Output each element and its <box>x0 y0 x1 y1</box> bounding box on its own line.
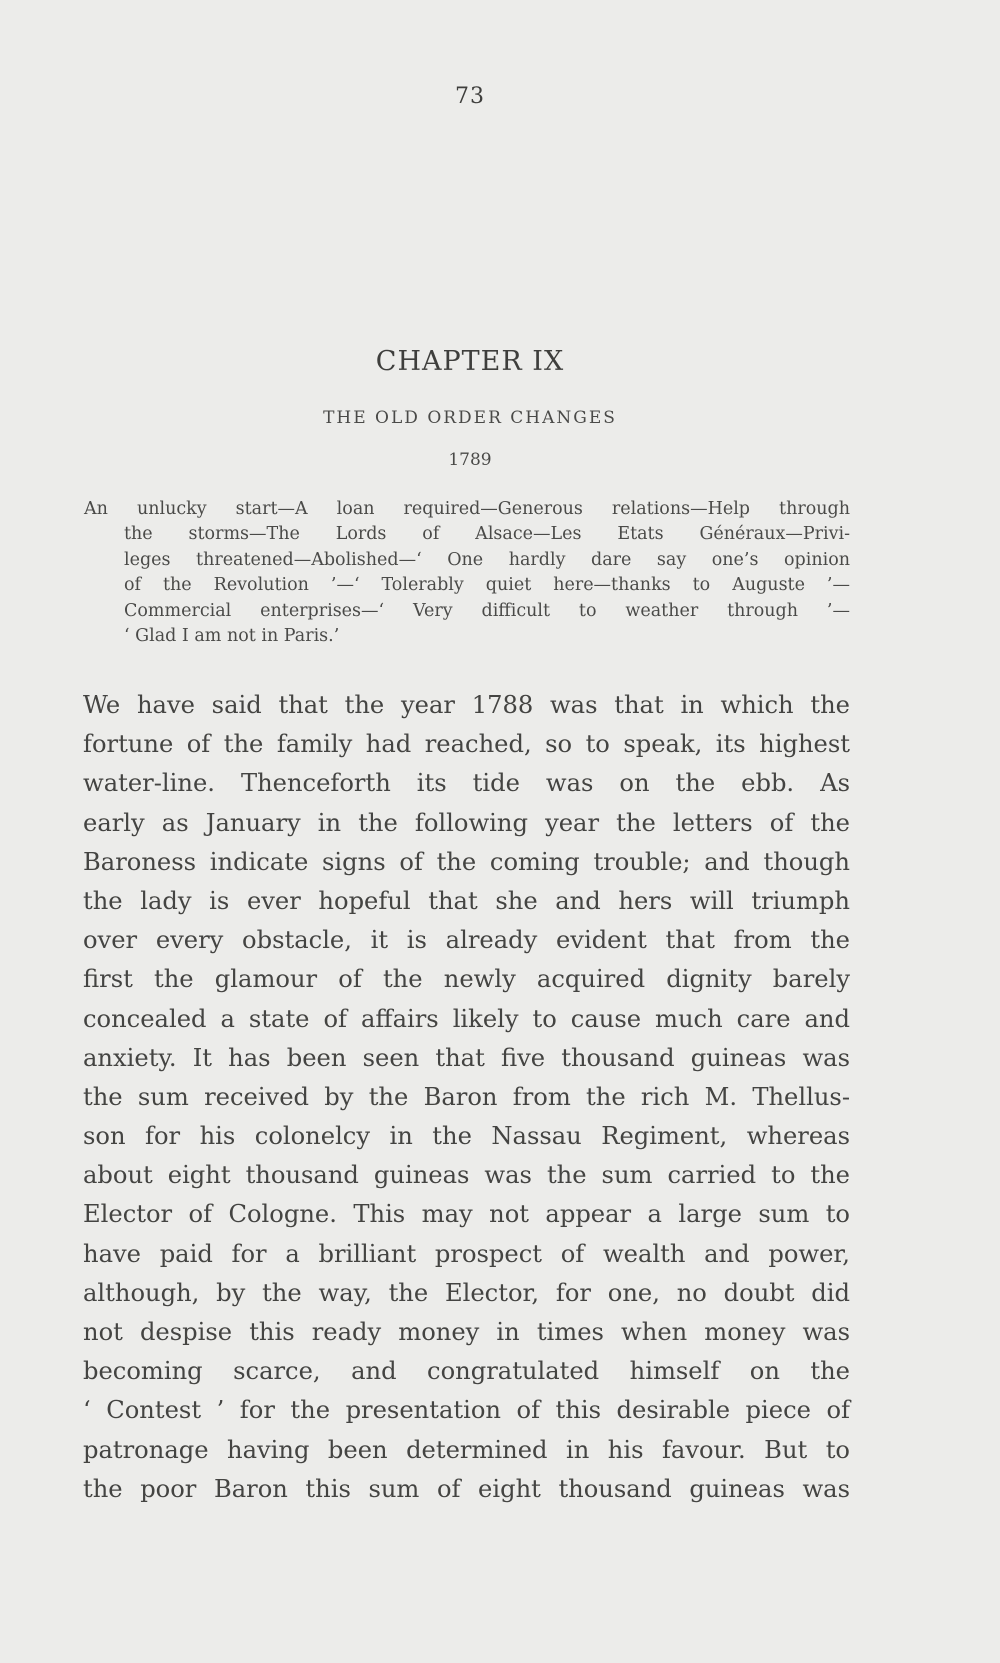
synopsis-line: ‘ Glad I am not in Paris.’ <box>124 625 340 646</box>
body-line: becoming scarce, and congratulated himself on the <box>83 1357 850 1386</box>
body-line: the sum received by the Baron from the rich M. Thellus- <box>83 1082 850 1111</box>
body-line: We have said that the year 1788 was that in which the <box>83 691 850 719</box>
body-line: concealed a state of affairs likely to cause much care and <box>83 1004 850 1033</box>
body-line: the lady is ever hopeful that she and hers will triumph <box>83 886 850 915</box>
synopsis-line: An unlucky start—A loan required—Generous relations—Help through <box>84 499 850 519</box>
chapter-subtitle: THE OLD ORDER CHANGES <box>323 408 617 428</box>
body-line: although, by the way, the Elector, for one, no doubt did <box>83 1278 850 1307</box>
body-line: son for his colonelcy in the Nassau Regiment, whereas <box>83 1122 850 1151</box>
body-line: fortune of the family had reached, so to speak, its highest <box>83 730 850 759</box>
body-line: Elector of Cologne. This may not appear a large sum to <box>83 1200 850 1229</box>
body-line: have paid for a brilliant prospect of wealth and power, <box>83 1239 850 1268</box>
body-line: Baroness indicate signs of the coming trouble; and though <box>83 847 850 876</box>
page-number: 73 <box>455 84 485 109</box>
chapter-synopsis <box>84 497 850 649</box>
body-line: first the glamour of the newly acquired dignity barely <box>83 965 850 994</box>
chapter-year: 1789 <box>448 450 492 470</box>
body-line: ‘ Contest ’ for the presentation of this desirable piece of <box>83 1396 850 1425</box>
body-line: the poor Baron this sum of eight thousand guineas was <box>83 1474 850 1503</box>
body-line: over every obstacle, it is already evident that from the <box>83 926 850 955</box>
chapter-title: CHAPTER IX <box>375 346 565 377</box>
body-line: early as January in the following year the letters of the <box>83 808 850 837</box>
body-line: water-line. Thenceforth its tide was on the ebb. As <box>83 769 850 798</box>
synopsis-line: leges threatened—Abolished—‘ One hardly dare say one’s opinion <box>124 549 850 570</box>
body-line: not despise this ready money in times when money was <box>83 1318 850 1346</box>
body-line: about eight thousand guineas was the sum carried to the <box>83 1161 850 1190</box>
synopsis-line: Commercial enterprises—‘ Very difficult to weather through ’— <box>124 600 850 621</box>
body-line: patronage having been determined in his favour. But to <box>83 1435 850 1464</box>
synopsis-line: the storms—The Lords of Alsace—Les Etats Généraux—Privi- <box>124 524 850 545</box>
body-line: anxiety. It has been seen that five thousand guineas was <box>83 1043 850 1072</box>
body-text <box>83 686 850 1509</box>
synopsis-line: of the Revolution ’—‘ Tolerably quiet here—thanks to Auguste ’— <box>124 575 850 596</box>
